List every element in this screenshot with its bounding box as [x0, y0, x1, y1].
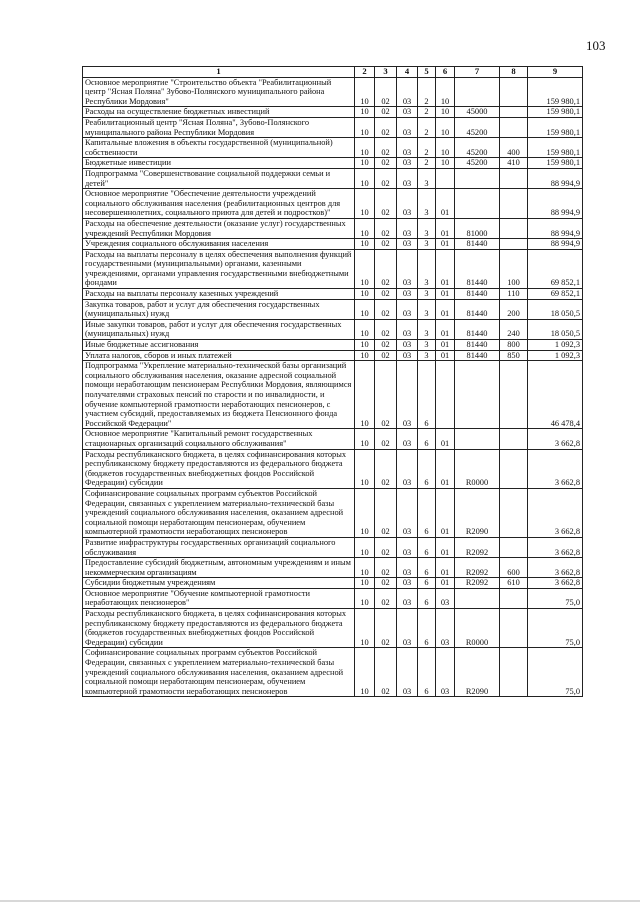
column-header: 9: [528, 67, 583, 78]
expense-type-cell: 410: [500, 158, 528, 169]
subprogram-code-cell: 6: [418, 361, 436, 429]
expense-type-cell: 100: [500, 249, 528, 288]
expense-type-cell: [500, 361, 528, 429]
row-name-cell: Основное мероприятие "Строительство объекта "Реабилитационный центр "Ясная Поляна" Зубово-Полянского муниципального района Республики Мордовия": [83, 77, 355, 107]
column-header: 3: [375, 67, 397, 78]
program-code-cell: 03: [397, 488, 418, 537]
amount-cell: 3 662,8: [528, 429, 583, 449]
amount-cell: 75,0: [528, 609, 583, 648]
section-code-cell: 10: [355, 239, 375, 250]
expense-type-cell: [500, 218, 528, 238]
expense-type-cell: [500, 488, 528, 537]
subprogram-code-cell: 6: [418, 449, 436, 488]
expense-type-cell: [500, 168, 528, 188]
section-code-cell: 10: [355, 340, 375, 351]
activity-code-cell: 01: [436, 249, 455, 288]
activity-code-cell: [436, 361, 455, 429]
subprogram-code-cell: 3: [418, 340, 436, 351]
activity-code-cell: 03: [436, 609, 455, 648]
direction-code-cell: 81000: [455, 218, 500, 238]
activity-code-cell: [436, 168, 455, 188]
expense-type-cell: [500, 537, 528, 557]
subsection-code-cell: 02: [375, 609, 397, 648]
subprogram-code-cell: 6: [418, 429, 436, 449]
subprogram-code-cell: 3: [418, 319, 436, 339]
table-row: [83, 609, 583, 648]
subprogram-code-cell: 3: [418, 350, 436, 361]
row-name-cell: Софинансирование социальных программ субъектов Российской Федерации, связанных с укреплением материально-технической базы учреждений социального обслуживания населения, оказанием адресной социальной помощи неработающим пенсионерам, обучением компьютерной грамотности неработающих пенсионеров: [83, 648, 355, 697]
amount-cell: 69 852,1: [528, 249, 583, 288]
table-row: [83, 138, 583, 158]
subprogram-code-cell: 6: [418, 609, 436, 648]
program-code-cell: 03: [397, 138, 418, 158]
program-code-cell: 03: [397, 350, 418, 361]
activity-code-cell: 01: [436, 218, 455, 238]
direction-code-cell: [455, 77, 500, 107]
column-header: 7: [455, 67, 500, 78]
row-name-cell: Расходы на обеспечение деятельности (оказание услуг) государственных учреждений Республики Мордовия: [83, 218, 355, 238]
section-code-cell: 10: [355, 107, 375, 118]
expense-type-cell: 200: [500, 299, 528, 319]
section-code-cell: 10: [355, 588, 375, 608]
row-name-cell: Капитальные вложения в объекты государственной (муниципальной) собственности: [83, 138, 355, 158]
section-code-cell: 10: [355, 289, 375, 300]
program-code-cell: 03: [397, 107, 418, 118]
expense-type-cell: [500, 239, 528, 250]
table-row: [83, 117, 583, 137]
subprogram-code-cell: 2: [418, 77, 436, 107]
section-code-cell: 10: [355, 299, 375, 319]
subprogram-code-cell: 6: [418, 578, 436, 589]
activity-code-cell: 01: [436, 189, 455, 219]
row-name-cell: Иные бюджетные ассигнования: [83, 340, 355, 351]
row-name-cell: Иные закупки товаров, работ и услуг для обеспечения государственных (муниципальных) нужд: [83, 319, 355, 339]
program-code-cell: 03: [397, 289, 418, 300]
subprogram-code-cell: 3: [418, 289, 436, 300]
amount-cell: 88 994,9: [528, 218, 583, 238]
subprogram-code-cell: 2: [418, 117, 436, 137]
subprogram-code-cell: 6: [418, 488, 436, 537]
row-name-cell: Субсидии бюджетным учреждениям: [83, 578, 355, 589]
activity-code-cell: 10: [436, 138, 455, 158]
direction-code-cell: R0000: [455, 609, 500, 648]
table-row: [83, 449, 583, 488]
direction-code-cell: R2090: [455, 648, 500, 697]
table-row: [83, 299, 583, 319]
row-name-cell: Расходы республиканского бюджета, в целях софинансирования которых республиканскому бюджету предоставляются из федерального бюджета (бюджетов государственных внебюджетных фондов Российской Федерации) субсидии: [83, 609, 355, 648]
amount-cell: 88 994,9: [528, 189, 583, 219]
table-row: [83, 361, 583, 429]
expense-type-cell: [500, 107, 528, 118]
row-name-cell: Подпрограмма "Совершенствование социальной поддержки семьи и детей": [83, 168, 355, 188]
table-row: [83, 189, 583, 219]
row-name-cell: Расходы республиканского бюджета, в целях софинансирования которых республиканскому бюджету предоставляются из федерального бюджета (бюджетов государственных внебюджетных фондов Российской Федерации) субсидии: [83, 449, 355, 488]
table-row: [83, 558, 583, 578]
section-code-cell: 10: [355, 77, 375, 107]
amount-cell: 75,0: [528, 648, 583, 697]
row-name-cell: Предоставление субсидий бюджетным, автономным учреждениям и иным некоммерческим организациям: [83, 558, 355, 578]
expense-type-cell: [500, 117, 528, 137]
row-name-cell: Расходы на выплаты персоналу в целях обеспечения выполнения функций государственными (муниципальными) органами, казенными учреждениями, органами управления государственными внебюджетными фондами: [83, 249, 355, 288]
subsection-code-cell: 02: [375, 537, 397, 557]
expense-type-cell: [500, 588, 528, 608]
amount-cell: 3 662,8: [528, 449, 583, 488]
table-row: [83, 77, 583, 107]
budget-table: [82, 66, 583, 697]
program-code-cell: 03: [397, 449, 418, 488]
amount-cell: 159 980,1: [528, 77, 583, 107]
program-code-cell: 03: [397, 648, 418, 697]
direction-code-cell: [455, 168, 500, 188]
section-code-cell: 10: [355, 158, 375, 169]
subsection-code-cell: 02: [375, 239, 397, 250]
activity-code-cell: 01: [436, 319, 455, 339]
program-code-cell: 03: [397, 578, 418, 589]
direction-code-cell: R2092: [455, 558, 500, 578]
subprogram-code-cell: 2: [418, 107, 436, 118]
activity-code-cell: 10: [436, 117, 455, 137]
program-code-cell: 03: [397, 218, 418, 238]
section-code-cell: 10: [355, 488, 375, 537]
section-code-cell: 10: [355, 361, 375, 429]
amount-cell: 18 050,5: [528, 299, 583, 319]
section-code-cell: 10: [355, 319, 375, 339]
program-code-cell: 03: [397, 249, 418, 288]
subsection-code-cell: 02: [375, 558, 397, 578]
direction-code-cell: 81440: [455, 319, 500, 339]
row-name-cell: Развитие инфраструктуры государственных организаций социального обслуживания: [83, 537, 355, 557]
subsection-code-cell: 02: [375, 361, 397, 429]
row-name-cell: Бюджетные инвестиции: [83, 158, 355, 169]
activity-code-cell: 01: [436, 558, 455, 578]
subprogram-code-cell: 3: [418, 189, 436, 219]
table-row: [83, 588, 583, 608]
program-code-cell: 03: [397, 239, 418, 250]
expense-type-cell: [500, 77, 528, 107]
amount-cell: 159 980,1: [528, 107, 583, 118]
activity-code-cell: 01: [436, 340, 455, 351]
table-row: [83, 107, 583, 118]
direction-code-cell: R2092: [455, 578, 500, 589]
subsection-code-cell: 02: [375, 488, 397, 537]
column-header: 8: [500, 67, 528, 78]
subsection-code-cell: 02: [375, 77, 397, 107]
program-code-cell: 03: [397, 537, 418, 557]
program-code-cell: 03: [397, 361, 418, 429]
table-row: [83, 537, 583, 557]
section-code-cell: 10: [355, 189, 375, 219]
program-code-cell: 03: [397, 299, 418, 319]
activity-code-cell: 01: [436, 350, 455, 361]
table-body: [83, 77, 583, 697]
section-code-cell: 10: [355, 350, 375, 361]
table-row: [83, 350, 583, 361]
subsection-code-cell: 02: [375, 158, 397, 169]
table-row: [83, 488, 583, 537]
activity-code-cell: 01: [436, 578, 455, 589]
direction-code-cell: 81440: [455, 239, 500, 250]
column-header: 6: [436, 67, 455, 78]
amount-cell: 18 050,5: [528, 319, 583, 339]
subprogram-code-cell: 6: [418, 648, 436, 697]
amount-cell: 159 980,1: [528, 117, 583, 137]
row-name-cell: Основное мероприятие "Капитальный ремонт государственных стационарных организаций социального обслуживания": [83, 429, 355, 449]
direction-code-cell: R2092: [455, 537, 500, 557]
subsection-code-cell: 02: [375, 319, 397, 339]
expense-type-cell: 600: [500, 558, 528, 578]
amount-cell: 1 092,3: [528, 340, 583, 351]
program-code-cell: 03: [397, 168, 418, 188]
direction-code-cell: [455, 588, 500, 608]
subprogram-code-cell: 2: [418, 158, 436, 169]
subsection-code-cell: 02: [375, 340, 397, 351]
direction-code-cell: 81440: [455, 249, 500, 288]
column-header: 1: [83, 67, 355, 78]
direction-code-cell: [455, 189, 500, 219]
expense-type-cell: [500, 648, 528, 697]
amount-cell: 75,0: [528, 588, 583, 608]
subprogram-code-cell: 2: [418, 138, 436, 158]
row-name-cell: Расходы на осуществление бюджетных инвестиций: [83, 107, 355, 118]
section-code-cell: 10: [355, 648, 375, 697]
expense-type-cell: 610: [500, 578, 528, 589]
subsection-code-cell: 02: [375, 429, 397, 449]
activity-code-cell: 10: [436, 77, 455, 107]
subsection-code-cell: 02: [375, 249, 397, 288]
section-code-cell: 10: [355, 218, 375, 238]
subsection-code-cell: 02: [375, 588, 397, 608]
table-row: [83, 168, 583, 188]
row-name-cell: Основное мероприятие "Обеспечение деятельности учреждений социального обслуживания населения (реабилитационных центров для несовершеннолетних, социального приюта для детей и подростков)": [83, 189, 355, 219]
section-code-cell: 10: [355, 168, 375, 188]
amount-cell: 3 662,8: [528, 537, 583, 557]
table-row: [83, 289, 583, 300]
activity-code-cell: 01: [436, 239, 455, 250]
subsection-code-cell: 02: [375, 138, 397, 158]
subsection-code-cell: 02: [375, 449, 397, 488]
direction-code-cell: 45000: [455, 107, 500, 118]
column-header: 4: [397, 67, 418, 78]
program-code-cell: 03: [397, 340, 418, 351]
page-number: 103: [586, 38, 606, 53]
row-name-cell: Уплата налогов, сборов и иных платежей: [83, 350, 355, 361]
table-row: [83, 249, 583, 288]
program-code-cell: 03: [397, 77, 418, 107]
subsection-code-cell: 02: [375, 648, 397, 697]
program-code-cell: 03: [397, 588, 418, 608]
expense-type-cell: 850: [500, 350, 528, 361]
amount-cell: 46 478,4: [528, 361, 583, 429]
activity-code-cell: 01: [436, 299, 455, 319]
section-code-cell: 10: [355, 138, 375, 158]
expense-type-cell: 400: [500, 138, 528, 158]
direction-code-cell: [455, 361, 500, 429]
row-name-cell: Учреждения социального обслуживания населения: [83, 239, 355, 250]
direction-code-cell: 81440: [455, 350, 500, 361]
section-code-cell: 10: [355, 537, 375, 557]
amount-cell: 3 662,8: [528, 558, 583, 578]
subsection-code-cell: 02: [375, 299, 397, 319]
direction-code-cell: 45200: [455, 158, 500, 169]
expense-type-cell: [500, 449, 528, 488]
section-code-cell: 10: [355, 558, 375, 578]
direction-code-cell: R2090: [455, 488, 500, 537]
program-code-cell: 03: [397, 609, 418, 648]
direction-code-cell: R0000: [455, 449, 500, 488]
section-code-cell: 10: [355, 249, 375, 288]
direction-code-cell: 81440: [455, 289, 500, 300]
section-code-cell: 10: [355, 429, 375, 449]
direction-code-cell: [455, 429, 500, 449]
subprogram-code-cell: 6: [418, 558, 436, 578]
subsection-code-cell: 02: [375, 350, 397, 361]
direction-code-cell: 45200: [455, 117, 500, 137]
subsection-code-cell: 02: [375, 168, 397, 188]
activity-code-cell: 03: [436, 648, 455, 697]
row-name-cell: Реабилитационный центр "Ясная Поляна", Зубово-Полянского муниципального района Республики Мордовия: [83, 117, 355, 137]
program-code-cell: 03: [397, 558, 418, 578]
program-code-cell: 03: [397, 429, 418, 449]
direction-code-cell: 81440: [455, 340, 500, 351]
subprogram-code-cell: 3: [418, 239, 436, 250]
expense-type-cell: [500, 609, 528, 648]
amount-cell: 159 980,1: [528, 138, 583, 158]
program-code-cell: 03: [397, 319, 418, 339]
subprogram-code-cell: 3: [418, 249, 436, 288]
activity-code-cell: 01: [436, 289, 455, 300]
table-row: [83, 319, 583, 339]
table-row: [83, 218, 583, 238]
table-row: [83, 578, 583, 589]
column-header: 5: [418, 67, 436, 78]
table-header: [83, 67, 583, 78]
table-row: [83, 158, 583, 169]
table-row: [83, 239, 583, 250]
activity-code-cell: 10: [436, 158, 455, 169]
subsection-code-cell: 02: [375, 117, 397, 137]
program-code-cell: 03: [397, 117, 418, 137]
scan-edge: [0, 900, 640, 902]
section-code-cell: 10: [355, 578, 375, 589]
amount-cell: 88 994,9: [528, 239, 583, 250]
subsection-code-cell: 02: [375, 189, 397, 219]
row-name-cell: Закупка товаров, работ и услуг для обеспечения государственных (муниципальных) нужд: [83, 299, 355, 319]
activity-code-cell: 01: [436, 429, 455, 449]
subsection-code-cell: 02: [375, 107, 397, 118]
direction-code-cell: 81440: [455, 299, 500, 319]
expense-type-cell: 800: [500, 340, 528, 351]
amount-cell: 1 092,3: [528, 350, 583, 361]
expense-type-cell: 240: [500, 319, 528, 339]
row-name-cell: Основное мероприятие "Обучение компьютерной грамотности неработающих пенсионеров": [83, 588, 355, 608]
activity-code-cell: 01: [436, 488, 455, 537]
amount-cell: 159 980,1: [528, 158, 583, 169]
expense-type-cell: [500, 189, 528, 219]
section-code-cell: 10: [355, 609, 375, 648]
direction-code-cell: 45200: [455, 138, 500, 158]
row-name-cell: Подпрограмма "Укрепление материально-технической базы организаций социального обслуживания населения, оказание адресной социальной помощи неработающим пенсионерам Республики Мордовия, являющимся получателями страховых пенсий по старости и по инвалидности, и обучение компьютерной грамотности неработающих пенсионеров, с участием субсидий, предоставляемых из бюджета Пенсионного фонда Российской Федерации": [83, 361, 355, 429]
section-code-cell: 10: [355, 449, 375, 488]
subsection-code-cell: 02: [375, 578, 397, 589]
activity-code-cell: 01: [436, 537, 455, 557]
amount-cell: 69 852,1: [528, 289, 583, 300]
expense-type-cell: [500, 429, 528, 449]
table-row: [83, 648, 583, 697]
amount-cell: 3 662,8: [528, 488, 583, 537]
subprogram-code-cell: 3: [418, 218, 436, 238]
program-code-cell: 03: [397, 158, 418, 169]
subsection-code-cell: 02: [375, 218, 397, 238]
amount-cell: 3 662,8: [528, 578, 583, 589]
column-header: 2: [355, 67, 375, 78]
activity-code-cell: 03: [436, 588, 455, 608]
row-name-cell: Софинансирование социальных программ субъектов Российской Федерации, связанных с укреплением материально-технической базы учреждений социального обслуживания населения, оказанием адресной социальной помощи неработающим пенсионерам, обучением компьютерной грамотности неработающих пенсионеров: [83, 488, 355, 537]
expense-type-cell: 110: [500, 289, 528, 300]
table-row: [83, 429, 583, 449]
subsection-code-cell: 02: [375, 289, 397, 300]
amount-cell: 88 994,9: [528, 168, 583, 188]
row-name-cell: Расходы на выплаты персоналу казенных учреждений: [83, 289, 355, 300]
section-code-cell: 10: [355, 117, 375, 137]
subprogram-code-cell: 6: [418, 588, 436, 608]
activity-code-cell: 01: [436, 449, 455, 488]
table-row: [83, 340, 583, 351]
subprogram-code-cell: 3: [418, 299, 436, 319]
subprogram-code-cell: 3: [418, 168, 436, 188]
activity-code-cell: 10: [436, 107, 455, 118]
header-row: [83, 67, 583, 78]
subprogram-code-cell: 6: [418, 537, 436, 557]
program-code-cell: 03: [397, 189, 418, 219]
